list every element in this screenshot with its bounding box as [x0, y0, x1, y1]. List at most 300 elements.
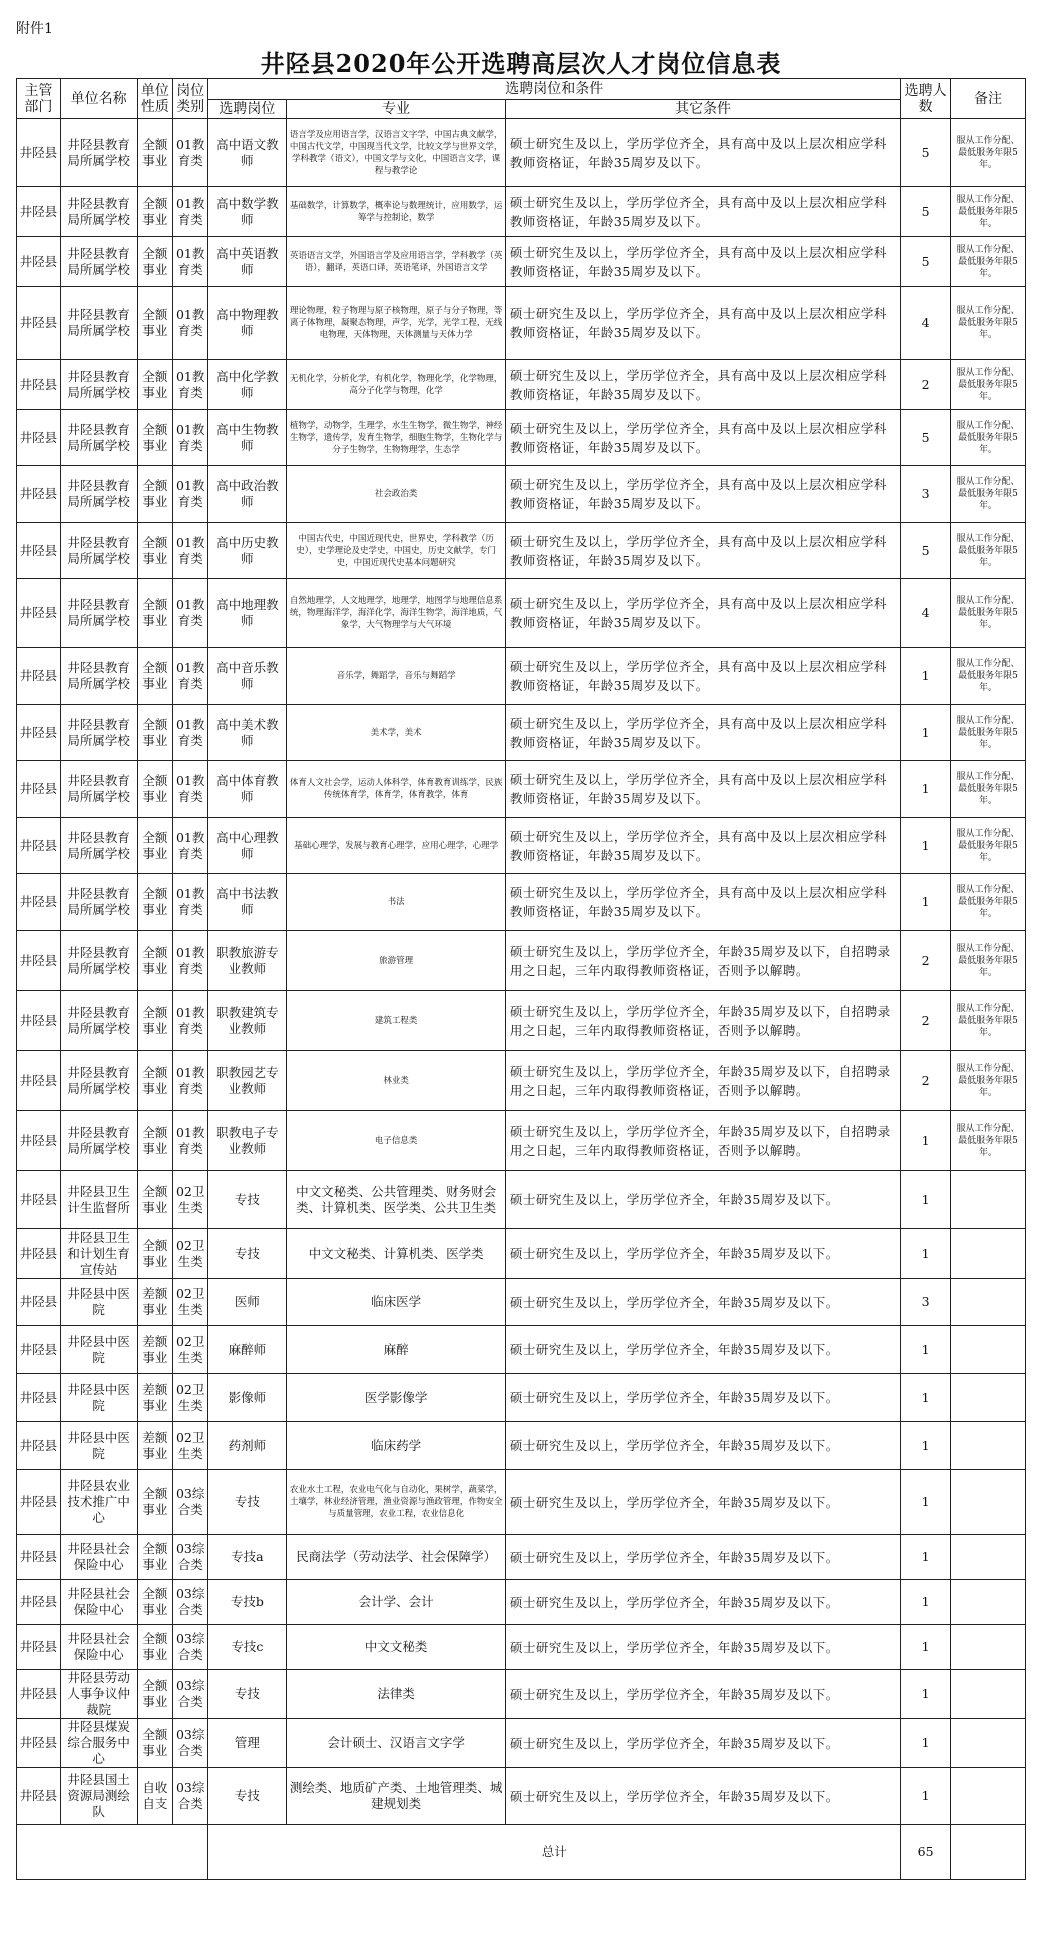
count-cell: 1	[901, 1625, 951, 1670]
count-cell: 1	[901, 1171, 951, 1229]
post-cell: 高中地理教师	[208, 579, 287, 648]
dept-cell: 井陉县	[17, 1719, 61, 1768]
major-cell: 麻醉	[287, 1326, 505, 1374]
dept-cell: 井陉县	[17, 648, 61, 705]
count-cell: 2	[901, 931, 951, 991]
unit-cell: 井陉县教育局所属学校	[60, 579, 137, 648]
total-remark-blank	[951, 1825, 1026, 1880]
dept-cell: 井陉县	[17, 1111, 61, 1171]
table-row	[17, 466, 1026, 523]
unit-cell: 井陉县教育局所属学校	[60, 119, 137, 187]
table-row	[17, 1374, 1026, 1422]
category-cell: 03综合类	[173, 1470, 208, 1535]
count-cell: 2	[901, 360, 951, 410]
major-cell: 电子信息类	[287, 1111, 505, 1171]
other-cell: 硕士研究生及以上，学历学位齐全，具有高中及以上层次相应学科教师资格证，年龄35周岁及以下。	[505, 818, 900, 874]
major-cell: 自然地理学，人文地理学，地理学，地图学与地理信息系统，物理海洋学，海洋化学，海洋生物学，海洋地质，气象学，大气物理学与大气环境	[287, 579, 505, 648]
dept-cell: 井陉县	[17, 1051, 61, 1111]
remark-cell: 服从工作分配、最低服务年限5年。	[951, 1111, 1026, 1171]
count-cell: 2	[901, 1051, 951, 1111]
other-cell: 硕士研究生及以上，学历学位齐全，年龄35周岁及以下。	[505, 1580, 900, 1625]
other-cell: 硕士研究生及以上，学历学位齐全，年龄35周岁及以下。	[505, 1326, 900, 1374]
table-row	[17, 1326, 1026, 1374]
count-cell: 1	[901, 1719, 951, 1768]
unit-cell: 井陉县教育局所属学校	[60, 1111, 137, 1171]
post-cell: 高中美术教师	[208, 705, 287, 761]
count-cell: 5	[901, 187, 951, 237]
header-category: 岗位类别	[173, 79, 208, 119]
table-row	[17, 237, 1026, 287]
count-cell: 5	[901, 523, 951, 579]
table-row	[17, 1625, 1026, 1670]
remark-cell: 服从工作分配、最低服务年限5年。	[951, 237, 1026, 287]
post-cell: 药剂师	[208, 1422, 287, 1470]
post-cell: 高中数学教师	[208, 187, 287, 237]
page-title: 井陉县2020年公开选聘高层次人才岗位信息表	[260, 49, 782, 78]
other-cell: 硕士研究生及以上，学历学位齐全，具有高中及以上层次相应学科教师资格证，年龄35周岁及以下。	[505, 523, 900, 579]
category-cell: 01教育类	[173, 466, 208, 523]
header-nature: 单位性质	[137, 79, 172, 119]
category-cell: 01教育类	[173, 1111, 208, 1171]
dept-cell: 井陉县	[17, 761, 61, 818]
dept-cell: 井陉县	[17, 187, 61, 237]
major-cell: 音乐学，舞蹈学，音乐与舞蹈学	[287, 648, 505, 705]
header-other: 其它条件	[505, 100, 900, 119]
remark-cell: 服从工作分配、最低服务年限5年。	[951, 1051, 1026, 1111]
remark-cell: 服从工作分配、最低服务年限5年。	[951, 523, 1026, 579]
nature-cell: 全额事业	[137, 523, 172, 579]
dept-cell: 井陉县	[17, 874, 61, 931]
total-row	[17, 1825, 1026, 1880]
post-cell: 管理	[208, 1719, 287, 1768]
major-cell: 中文文秘类、计算机类、医学类	[287, 1229, 505, 1279]
nature-cell: 全额事业	[137, 1719, 172, 1768]
table-row	[17, 523, 1026, 579]
post-cell: 专技	[208, 1670, 287, 1719]
table-row	[17, 1470, 1026, 1535]
major-cell: 理论物理，粒子物理与原子核物理，原子与分子物理，等离子体物理，凝聚态物理，声学，光学，光学工程，无线电物理，天体物理，天体测量与天体力学	[287, 287, 505, 360]
category-cell: 02卫生类	[173, 1326, 208, 1374]
category-cell: 03综合类	[173, 1535, 208, 1580]
other-cell: 硕士研究生及以上，学历学位齐全，具有高中及以上层次相应学科教师资格证，年龄35周岁及以下。	[505, 648, 900, 705]
nature-cell: 全额事业	[137, 287, 172, 360]
dept-cell: 井陉县	[17, 1171, 61, 1229]
count-cell: 1	[901, 705, 951, 761]
dept-cell: 井陉县	[17, 1580, 61, 1625]
category-cell: 01教育类	[173, 874, 208, 931]
table-row	[17, 761, 1026, 818]
remark-cell	[951, 1719, 1026, 1768]
major-cell: 英语语言文学，外国语言学及应用语言学，学科教学（英语），翻译，英语口译，英语笔译，外国语言文学	[287, 237, 505, 287]
post-cell: 影像师	[208, 1374, 287, 1422]
post-cell: 医师	[208, 1279, 287, 1326]
count-cell: 1	[901, 874, 951, 931]
other-cell: 硕士研究生及以上，学历学位齐全，年龄35周岁及以下。	[505, 1229, 900, 1279]
other-cell: 硕士研究生及以上，学历学位齐全，具有高中及以上层次相应学科教师资格证，年龄35周岁及以下。	[505, 287, 900, 360]
header-post: 选聘岗位	[208, 100, 287, 119]
nature-cell: 全额事业	[137, 874, 172, 931]
table-row	[17, 1229, 1026, 1279]
category-cell: 01教育类	[173, 705, 208, 761]
other-cell: 硕士研究生及以上，学历学位齐全，年龄35周岁及以下。	[505, 1768, 900, 1825]
table-row	[17, 931, 1026, 991]
dept-cell: 井陉县	[17, 1470, 61, 1535]
remark-cell	[951, 1229, 1026, 1279]
category-cell: 02卫生类	[173, 1171, 208, 1229]
unit-cell: 井陉县教育局所属学校	[60, 761, 137, 818]
dept-cell: 井陉县	[17, 1535, 61, 1580]
dept-cell: 井陉县	[17, 523, 61, 579]
post-cell: 高中化学教师	[208, 360, 287, 410]
table-row	[17, 1051, 1026, 1111]
count-cell: 3	[901, 466, 951, 523]
count-cell: 4	[901, 287, 951, 360]
table-row	[17, 579, 1026, 648]
unit-cell: 井陉县教育局所属学校	[60, 237, 137, 287]
major-cell: 旅游管理	[287, 931, 505, 991]
category-cell: 01教育类	[173, 579, 208, 648]
nature-cell: 全额事业	[137, 1625, 172, 1670]
unit-cell: 井陉县中医院	[60, 1326, 137, 1374]
count-cell: 1	[901, 1580, 951, 1625]
major-cell: 无机化学，分析化学，有机化学，物理化学，化学物理，高分子化学与物理，化学	[287, 360, 505, 410]
category-cell: 03综合类	[173, 1719, 208, 1768]
unit-cell: 井陉县教育局所属学校	[60, 705, 137, 761]
major-cell: 基础数学，计算数学，概率论与数理统计，应用数学，运筹学与控制论，数学	[287, 187, 505, 237]
table-row	[17, 1111, 1026, 1171]
remark-cell: 服从工作分配、最低服务年限5年。	[951, 466, 1026, 523]
total-blank	[17, 1825, 208, 1880]
unit-cell: 井陉县教育局所属学校	[60, 931, 137, 991]
other-cell: 硕士研究生及以上，学历学位齐全，年龄35周岁及以下。	[505, 1171, 900, 1229]
post-cell: 高中心理教师	[208, 818, 287, 874]
other-cell: 硕士研究生及以上，学历学位齐全，年龄35周岁及以下，自招聘录用之日起，三年内取得教师资格证，否则予以解聘。	[505, 1111, 900, 1171]
unit-cell: 井陉县教育局所属学校	[60, 523, 137, 579]
nature-cell: 全额事业	[137, 761, 172, 818]
post-cell: 高中语文教师	[208, 119, 287, 187]
dept-cell: 井陉县	[17, 579, 61, 648]
major-cell: 基础心理学，发展与教育心理学，应用心理学，心理学	[287, 818, 505, 874]
unit-cell: 井陉县中医院	[60, 1374, 137, 1422]
nature-cell: 全额事业	[137, 705, 172, 761]
other-cell: 硕士研究生及以上，学历学位齐全，年龄35周岁及以下，自招聘录用之日起，三年内取得教师资格证，否则予以解聘。	[505, 991, 900, 1051]
major-cell: 农业水土工程，农业电气化与自动化，果树学，蔬菜学，土壤学，林业经济管理，渔业资源与渔政管理，作物安全与质量管理，农业工程，农业信息化	[287, 1470, 505, 1535]
category-cell: 01教育类	[173, 818, 208, 874]
total-count: 65	[901, 1825, 951, 1880]
nature-cell: 全额事业	[137, 1535, 172, 1580]
other-cell: 硕士研究生及以上，学历学位齐全，年龄35周岁及以下。	[505, 1670, 900, 1719]
remark-cell: 服从工作分配、最低服务年限5年。	[951, 705, 1026, 761]
category-cell: 02卫生类	[173, 1374, 208, 1422]
count-cell: 1	[901, 1768, 951, 1825]
dept-cell: 井陉县	[17, 410, 61, 466]
header-group: 选聘岗位和条件	[208, 79, 901, 100]
post-cell: 高中音乐教师	[208, 648, 287, 705]
major-cell: 会计硕士、汉语言文字学	[287, 1719, 505, 1768]
dept-cell: 井陉县	[17, 1326, 61, 1374]
dept-cell: 井陉县	[17, 1625, 61, 1670]
table-row	[17, 1670, 1026, 1719]
other-cell: 硕士研究生及以上，学历学位齐全，年龄35周岁及以下。	[505, 1374, 900, 1422]
unit-cell: 井陉县社会保险中心	[60, 1535, 137, 1580]
major-cell: 语言学及应用语言学，汉语言文字学，中国古典文献学，中国古代文学，中国现当代文学，比较文学与世界文学，学科教学（语文），中国文学与文化，中国语言文学，课程与教学论	[287, 119, 505, 187]
category-cell: 01教育类	[173, 523, 208, 579]
post-cell: 高中政治教师	[208, 466, 287, 523]
post-cell: 专技	[208, 1470, 287, 1535]
count-cell: 5	[901, 410, 951, 466]
nature-cell: 全额事业	[137, 991, 172, 1051]
dept-cell: 井陉县	[17, 360, 61, 410]
table-row	[17, 1580, 1026, 1625]
table-row	[17, 360, 1026, 410]
unit-cell: 井陉县教育局所属学校	[60, 874, 137, 931]
nature-cell: 差额事业	[137, 1374, 172, 1422]
remark-cell	[951, 1625, 1026, 1670]
count-cell: 1	[901, 1374, 951, 1422]
table-row	[17, 287, 1026, 360]
major-cell: 书法	[287, 874, 505, 931]
remark-cell	[951, 1171, 1026, 1229]
nature-cell: 全额事业	[137, 1580, 172, 1625]
count-cell: 1	[901, 818, 951, 874]
other-cell: 硕士研究生及以上，学历学位齐全，具有高中及以上层次相应学科教师资格证，年龄35周岁及以下。	[505, 761, 900, 818]
post-cell: 职教园艺专业教师	[208, 1051, 287, 1111]
table-row	[17, 991, 1026, 1051]
table-row	[17, 1171, 1026, 1229]
unit-cell: 井陉县教育局所属学校	[60, 187, 137, 237]
other-cell: 硕士研究生及以上，学历学位齐全，年龄35周岁及以下，自招聘录用之日起，三年内取得教师资格证，否则予以解聘。	[505, 931, 900, 991]
post-cell: 高中体育教师	[208, 761, 287, 818]
major-cell: 民商法学（劳动法学、社会保障学）	[287, 1535, 505, 1580]
category-cell: 01教育类	[173, 410, 208, 466]
remark-cell	[951, 1535, 1026, 1580]
post-cell: 专技b	[208, 1580, 287, 1625]
nature-cell: 全额事业	[137, 1051, 172, 1111]
major-cell: 中文文秘类、公共管理类、财务财会类、计算机类、医学类、公共卫生类	[287, 1171, 505, 1229]
remark-cell: 服从工作分配、最低服务年限5年。	[951, 874, 1026, 931]
post-cell: 专技c	[208, 1625, 287, 1670]
major-cell: 中国古代史，中国近现代史，世界史，学科教学（历史），史学理论及史学史，中国史，历史文献学，专门史，中国近现代史基本问题研究	[287, 523, 505, 579]
dept-cell: 井陉县	[17, 705, 61, 761]
remark-cell	[951, 1279, 1026, 1326]
nature-cell: 全额事业	[137, 410, 172, 466]
nature-cell: 全额事业	[137, 1171, 172, 1229]
header-remark: 备注	[951, 79, 1026, 119]
major-cell: 美术学，美术	[287, 705, 505, 761]
dept-cell: 井陉县	[17, 991, 61, 1051]
unit-cell: 井陉县教育局所属学校	[60, 991, 137, 1051]
category-cell: 01教育类	[173, 119, 208, 187]
unit-cell: 井陉县社会保险中心	[60, 1625, 137, 1670]
remark-cell	[951, 1374, 1026, 1422]
unit-cell: 井陉县中医院	[60, 1279, 137, 1326]
category-cell: 01教育类	[173, 237, 208, 287]
category-cell: 03综合类	[173, 1768, 208, 1825]
remark-cell: 服从工作分配、最低服务年限5年。	[951, 360, 1026, 410]
unit-cell: 井陉县卫生和计划生育宣传站	[60, 1229, 137, 1279]
post-cell: 麻醉师	[208, 1326, 287, 1374]
count-cell: 1	[901, 648, 951, 705]
major-cell: 植物学，动物学，生理学，水生生物学，微生物学，神经生物学，遗传学，发育生物学，细胞生物学，生物化学与分子生物学，生物物理学，生态学	[287, 410, 505, 466]
attachment-label: 附件1	[16, 21, 53, 37]
remark-cell	[951, 1580, 1026, 1625]
dept-cell: 井陉县	[17, 119, 61, 187]
category-cell: 01教育类	[173, 931, 208, 991]
dept-cell: 井陉县	[17, 466, 61, 523]
count-cell: 1	[901, 1535, 951, 1580]
dept-cell: 井陉县	[17, 1768, 61, 1825]
unit-cell: 井陉县教育局所属学校	[60, 648, 137, 705]
remark-cell	[951, 1768, 1026, 1825]
table-row	[17, 874, 1026, 931]
other-cell: 硕士研究生及以上，学历学位齐全，具有高中及以上层次相应学科教师资格证，年龄35周岁及以下。	[505, 705, 900, 761]
remark-cell: 服从工作分配、最低服务年限5年。	[951, 579, 1026, 648]
category-cell: 01教育类	[173, 287, 208, 360]
unit-cell: 井陉县国土资源局测绘队	[60, 1768, 137, 1825]
major-cell: 临床药学	[287, 1422, 505, 1470]
major-cell: 医学影像学	[287, 1374, 505, 1422]
unit-cell: 井陉县教育局所属学校	[60, 410, 137, 466]
other-cell: 硕士研究生及以上，学历学位齐全，具有高中及以上层次相应学科教师资格证，年龄35周岁及以下。	[505, 579, 900, 648]
count-cell: 1	[901, 1111, 951, 1171]
dept-cell: 井陉县	[17, 237, 61, 287]
category-cell: 01教育类	[173, 648, 208, 705]
nature-cell: 全额事业	[137, 579, 172, 648]
remark-cell: 服从工作分配、最低服务年限5年。	[951, 187, 1026, 237]
other-cell: 硕士研究生及以上，学历学位齐全，年龄35周岁及以下。	[505, 1625, 900, 1670]
unit-cell: 井陉县教育局所属学校	[60, 466, 137, 523]
table-body	[17, 119, 1026, 1880]
dept-cell: 井陉县	[17, 1670, 61, 1719]
count-cell: 1	[901, 1670, 951, 1719]
unit-cell: 井陉县教育局所属学校	[60, 1051, 137, 1111]
unit-cell: 井陉县社会保险中心	[60, 1580, 137, 1625]
major-cell: 体育人文社会学，运动人体科学，体育教育训练学，民族传统体育学，体育学，体育教学，体育	[287, 761, 505, 818]
remark-cell: 服从工作分配、最低服务年限5年。	[951, 761, 1026, 818]
remark-cell: 服从工作分配、最低服务年限5年。	[951, 287, 1026, 360]
other-cell: 硕士研究生及以上，学历学位齐全，具有高中及以上层次相应学科教师资格证，年龄35周岁及以下。	[505, 237, 900, 287]
remark-cell	[951, 1422, 1026, 1470]
other-cell: 硕士研究生及以上，学历学位齐全，具有高中及以上层次相应学科教师资格证，年龄35周岁及以下。	[505, 410, 900, 466]
post-cell: 专技a	[208, 1535, 287, 1580]
unit-cell: 井陉县中医院	[60, 1422, 137, 1470]
header-major: 专业	[287, 100, 505, 119]
unit-cell: 井陉县煤炭综合服务中心	[60, 1719, 137, 1768]
nature-cell: 全额事业	[137, 1470, 172, 1535]
table-row	[17, 648, 1026, 705]
unit-cell: 井陉县教育局所属学校	[60, 360, 137, 410]
remark-cell: 服从工作分配、最低服务年限5年。	[951, 818, 1026, 874]
count-cell: 1	[901, 761, 951, 818]
count-cell: 3	[901, 1279, 951, 1326]
dept-cell: 井陉县	[17, 1374, 61, 1422]
count-cell: 4	[901, 579, 951, 648]
position-table	[16, 78, 1026, 1880]
other-cell: 硕士研究生及以上，学历学位齐全，具有高中及以上层次相应学科教师资格证，年龄35周岁及以下。	[505, 874, 900, 931]
post-cell: 高中书法教师	[208, 874, 287, 931]
remark-cell	[951, 1326, 1026, 1374]
post-cell: 职教旅游专业教师	[208, 931, 287, 991]
count-cell: 2	[901, 991, 951, 1051]
nature-cell: 全额事业	[137, 1670, 172, 1719]
other-cell: 硕士研究生及以上，学历学位齐全，年龄35周岁及以下。	[505, 1422, 900, 1470]
nature-cell: 全额事业	[137, 818, 172, 874]
header-unit: 单位名称	[60, 79, 137, 119]
category-cell: 01教育类	[173, 1051, 208, 1111]
table-row	[17, 705, 1026, 761]
dept-cell: 井陉县	[17, 1422, 61, 1470]
unit-cell: 井陉县卫生计生监督所	[60, 1171, 137, 1229]
table-row	[17, 187, 1026, 237]
unit-cell: 井陉县农业技术推广中心	[60, 1470, 137, 1535]
remark-cell	[951, 1470, 1026, 1535]
other-cell: 硕士研究生及以上，学历学位齐全，具有高中及以上层次相应学科教师资格证，年龄35周岁及以下。	[505, 119, 900, 187]
unit-cell: 井陉县教育局所属学校	[60, 287, 137, 360]
dept-cell: 井陉县	[17, 1279, 61, 1326]
nature-cell: 差额事业	[137, 1279, 172, 1326]
post-cell: 高中物理教师	[208, 287, 287, 360]
major-cell: 测绘类、地质矿产类、土地管理类、城建规划类	[287, 1768, 505, 1825]
total-label: 总计	[208, 1825, 901, 1880]
nature-cell: 全额事业	[137, 648, 172, 705]
dept-cell: 井陉县	[17, 818, 61, 874]
nature-cell: 全额事业	[137, 1111, 172, 1171]
major-cell: 中文文秘类	[287, 1625, 505, 1670]
post-cell: 高中历史教师	[208, 523, 287, 579]
major-cell: 法律类	[287, 1670, 505, 1719]
post-cell: 专技	[208, 1229, 287, 1279]
post-cell: 专技	[208, 1768, 287, 1825]
nature-cell: 差额事业	[137, 1326, 172, 1374]
table-row	[17, 410, 1026, 466]
count-cell: 1	[901, 1229, 951, 1279]
major-cell: 林业类	[287, 1051, 505, 1111]
post-cell: 高中英语教师	[208, 237, 287, 287]
remark-cell: 服从工作分配、最低服务年限5年。	[951, 648, 1026, 705]
table-row	[17, 1535, 1026, 1580]
nature-cell: 全额事业	[137, 1229, 172, 1279]
category-cell: 03综合类	[173, 1625, 208, 1670]
unit-cell: 井陉县教育局所属学校	[60, 818, 137, 874]
post-cell: 专技	[208, 1171, 287, 1229]
table-row	[17, 818, 1026, 874]
other-cell: 硕士研究生及以上，学历学位齐全，年龄35周岁及以下，自招聘录用之日起，三年内取得教师资格证，否则予以解聘。	[505, 1051, 900, 1111]
remark-cell: 服从工作分配、最低服务年限5年。	[951, 119, 1026, 187]
nature-cell: 全额事业	[137, 237, 172, 287]
post-cell: 职教建筑专业教师	[208, 991, 287, 1051]
other-cell: 硕士研究生及以上，学历学位齐全，年龄35周岁及以下。	[505, 1535, 900, 1580]
category-cell: 03综合类	[173, 1670, 208, 1719]
count-cell: 1	[901, 1326, 951, 1374]
category-cell: 01教育类	[173, 187, 208, 237]
count-cell: 1	[901, 1470, 951, 1535]
count-cell: 1	[901, 1422, 951, 1470]
table-row	[17, 119, 1026, 187]
nature-cell: 全额事业	[137, 931, 172, 991]
remark-cell: 服从工作分配、最低服务年限5年。	[951, 931, 1026, 991]
category-cell: 03综合类	[173, 1580, 208, 1625]
count-cell: 5	[901, 237, 951, 287]
unit-cell: 井陉县劳动人事争议仲裁院	[60, 1670, 137, 1719]
nature-cell: 全额事业	[137, 119, 172, 187]
header-dept: 主管部门	[17, 79, 61, 119]
post-cell: 职教电子专业教师	[208, 1111, 287, 1171]
category-cell: 01教育类	[173, 360, 208, 410]
major-cell: 建筑工程类	[287, 991, 505, 1051]
dept-cell: 井陉县	[17, 931, 61, 991]
nature-cell: 全额事业	[137, 360, 172, 410]
major-cell: 临床医学	[287, 1279, 505, 1326]
